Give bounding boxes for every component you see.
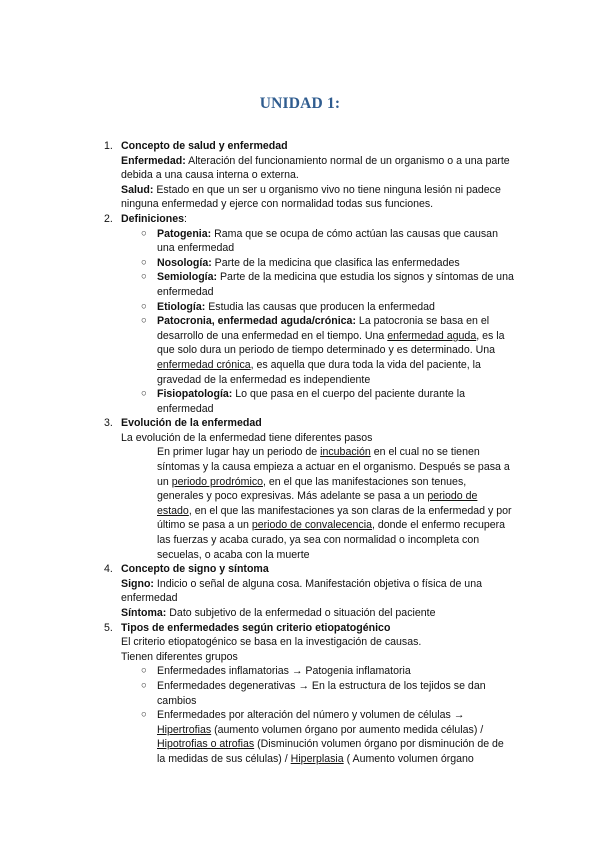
bullet-icon: ○	[141, 679, 147, 691]
underlined-term: Hipotrofias o atrofias	[157, 738, 255, 751]
definition: Indicio o señal de alguna cosa. Manifestación objetiva o física de una enfermedad	[121, 577, 482, 605]
text: , es aquella que dura toda la vida del paciente, la gravedad de la enfermedad es independiente	[157, 358, 481, 386]
definition: Lo que pasa en el cuerpo del paciente durante la enfermedad	[157, 388, 465, 415]
section-5	[0, 621, 600, 636]
text: En primer lugar hay un periodo de	[157, 446, 321, 459]
list-item	[0, 387, 600, 416]
underlined-term: enfermedad aguda	[387, 329, 477, 342]
list-item	[0, 227, 600, 256]
text: Enfermedades por alteración del número y volumen de células →	[157, 709, 465, 722]
section-number: 4.	[104, 563, 113, 576]
underlined-term: periodo de convalecencia	[251, 519, 372, 532]
term: Patocronia, enfermedad aguda/crónica:	[157, 315, 356, 328]
term: Salud:	[121, 183, 154, 196]
section-number: 1.	[104, 140, 113, 152]
bullet-icon: ○	[141, 665, 147, 677]
text: , en el que las manifestaciones ya son claras de la enfermedad y por último se pasa a un	[157, 504, 512, 532]
paragraph-salud	[121, 183, 516, 212]
definition: Parte de la medicina que clasifica las enfermedades	[211, 256, 460, 269]
document-body	[0, 139, 600, 767]
bullet-icon: ○	[141, 227, 147, 239]
paragraph-sintoma	[121, 606, 516, 621]
bullet-icon: ○	[141, 315, 147, 327]
section-heading: Concepto de salud y enfermedad	[121, 140, 288, 152]
section-2	[0, 212, 600, 227]
heading-text: Definiciones	[121, 212, 184, 225]
text: en el cual no se tienen síntomas y la causa empieza a actuar en el organismo. Después se pasa a un	[157, 446, 510, 488]
term: Enfermedad:	[121, 154, 186, 167]
list-text	[157, 708, 515, 766]
section-number: 2.	[104, 212, 113, 225]
bullet-icon: ○	[141, 709, 147, 721]
bullet-icon: ○	[141, 256, 147, 268]
term: Nosología:	[157, 256, 212, 269]
paragraph-signo	[121, 577, 516, 606]
document-title: UNIDAD 1:	[259, 95, 341, 112]
section-1	[0, 139, 600, 154]
paragraph-evolution	[157, 445, 515, 562]
list-item	[0, 256, 600, 271]
definition: Dato subjetivo de la enfermedad o situación del paciente	[166, 607, 436, 619]
list-text: Enfermedades inflamatorias → Patogenia inflamatoria	[157, 665, 411, 678]
text: La patocronia se basa en el desarrollo de una enfermedad en el tiempo. Una	[157, 315, 490, 342]
underlined-term: Hiperplasia	[290, 752, 344, 765]
term: Síntoma:	[121, 607, 167, 619]
section-heading: Evolución de la enfermedad	[121, 417, 262, 430]
definition: Alteración del funcionamiento normal de un organismo o a una parte debida a una causa interna o externa.	[121, 154, 510, 182]
text: ( Aumento volumen órgano	[343, 752, 474, 765]
paragraph-intro: La evolución de la enfermedad tiene diferentes pasos	[121, 431, 373, 444]
text: , donde el enfermo recupera las fuerzas y acaba curado, ya sea con normalidad o incompleta con secuelas, o acaba con la muerte	[157, 519, 506, 561]
section-heading: Tipos de enfermedades según criterio etiopatogénico	[121, 621, 391, 634]
term: Signo:	[121, 577, 154, 590]
definition: Estudia las causas que producen la enfermedad	[205, 300, 435, 313]
section-number: 5.	[104, 621, 113, 634]
definition: Estado en que un ser u organismo vivo no tiene ninguna lesión ni padece ninguna enfermedad y ejerce con normalidad todas sus funciones.	[121, 183, 501, 211]
section-3	[0, 416, 600, 431]
section-heading	[121, 212, 600, 227]
bullet-icon: ○	[141, 300, 147, 312]
section-4	[0, 562, 600, 577]
list-text: Enfermedades degenerativas → En la estructura de los tejidos se dan cambios	[157, 679, 486, 707]
text: , es la que solo dura un periodo de tiempo determinado y es determinado. Una	[157, 329, 505, 357]
paragraph-criterio: El criterio etiopatogénico se basa en la investigación de causas.	[121, 636, 422, 649]
bullet-icon: ○	[141, 388, 147, 400]
list-item	[0, 664, 600, 679]
definition: Rama que se ocupa de cómo actúan las causas que causan una enfermedad	[157, 227, 498, 255]
term: Fisiopatología:	[157, 388, 233, 401]
underlined-term: periodo de estado	[157, 490, 478, 517]
paragraph-grupos: Tienen diferentes grupos	[121, 650, 238, 663]
text: (Disminución volumen órgano por disminución de de la medidas de sus células) /	[157, 738, 504, 765]
list-item	[0, 708, 600, 766]
text: (aumento volumen órgano por aumento medida células) /	[211, 723, 484, 736]
definition: Parte de la medicina que estudia los signos y síntomas de una enfermedad	[157, 271, 514, 298]
text: , en el que las manifestaciones son tenues, generales y poco expresivas. Más adelante se pasa a un	[157, 475, 467, 503]
term: Etiología:	[157, 300, 206, 313]
paragraph-enfermedad	[121, 154, 516, 183]
underlined-term: enfermedad crónica	[157, 358, 251, 371]
underlined-term: periodo prodrómico	[171, 475, 264, 488]
list-item	[0, 300, 600, 315]
section-heading: Concepto de signo y síntoma	[121, 563, 269, 576]
term: Semiología:	[157, 271, 218, 284]
list-item	[0, 270, 600, 299]
list-item	[0, 679, 600, 708]
underlined-term: incubación	[320, 446, 371, 459]
bullet-icon: ○	[141, 271, 147, 283]
heading-colon: :	[184, 212, 187, 225]
term: Patogenia:	[157, 227, 212, 240]
section-number: 3.	[104, 417, 113, 430]
list-item-patocronia	[0, 314, 600, 387]
underlined-term: Hipertrofias	[157, 723, 212, 736]
